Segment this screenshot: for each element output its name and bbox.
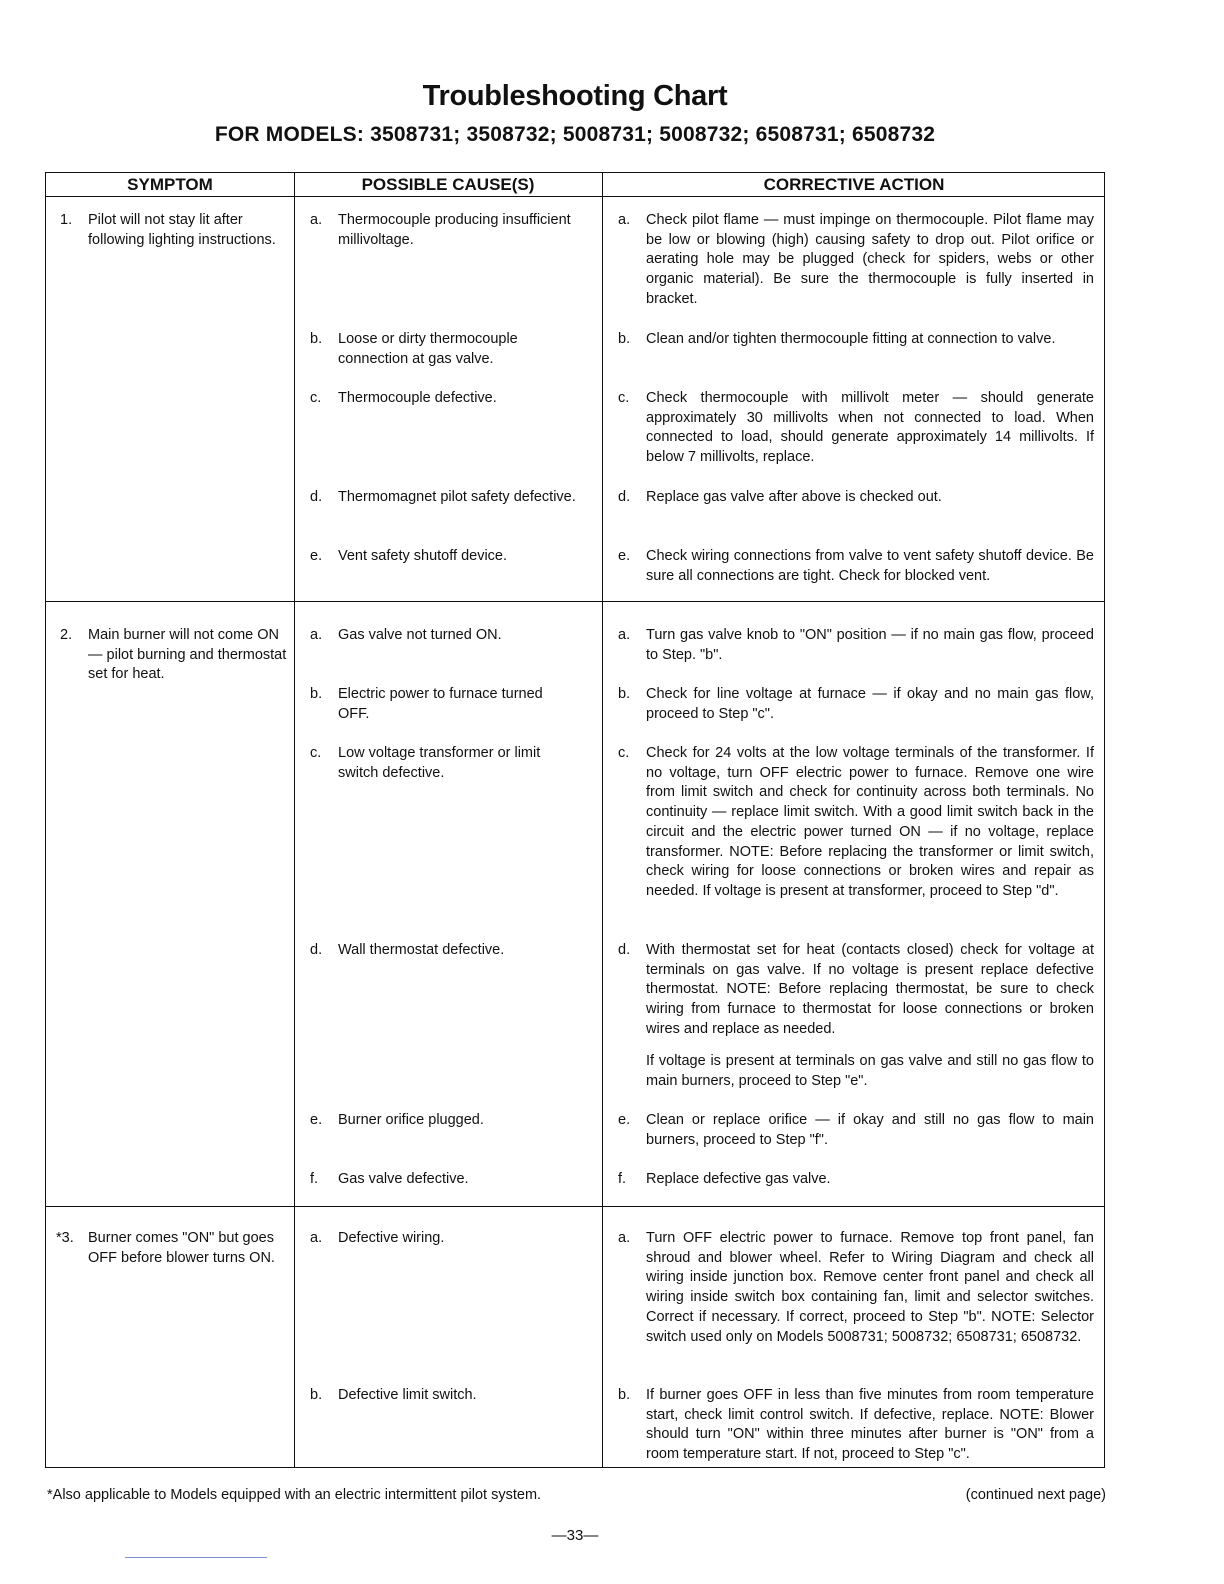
action-text: Turn gas valve knob to "ON" position — if no main gas flow, proceed to Step. "b". (646, 627, 1094, 663)
row-divider (46, 601, 1104, 602)
cause-letter: b. (310, 686, 323, 702)
cause-text: Electric power to furnace turned OFF. (338, 686, 543, 722)
header-cause: POSSIBLE CAUSE(S) (361, 175, 535, 194)
cause-letter: e. (310, 1112, 323, 1128)
action-letter: a. (618, 1230, 631, 1246)
page-number: —33— (551, 1527, 599, 1544)
cause-letter: b. (310, 1387, 323, 1403)
cause-text: Defective wiring. (338, 1230, 445, 1246)
cause-letter: a. (310, 627, 323, 643)
action-letter: d. (618, 489, 631, 505)
action-letter: a. (618, 627, 631, 643)
cause-letter: d. (310, 942, 323, 958)
action-letter: b. (618, 331, 631, 347)
cause-text: Loose or dirty thermocouple connection at gas valve. (338, 331, 518, 367)
cause-letter: b. (310, 331, 323, 347)
action-letter: d. (618, 942, 631, 958)
action-letter: c. (618, 390, 630, 406)
action-letter: b. (618, 686, 631, 702)
action-text: Clean or replace orifice — if okay and still no gas flow to main burners, proceed to Step "f". (646, 1112, 1094, 1148)
troubleshooting-table (45, 172, 1105, 1468)
cause-letter: d. (310, 489, 323, 505)
header-divider (46, 196, 1104, 197)
cause-letter: c. (310, 390, 322, 406)
page-title: Troubleshooting Chart (422, 80, 728, 112)
column-divider (602, 173, 603, 1467)
action-text: With thermostat set for heat (contacts closed) check for voltage at terminals on gas valve. If no voltage is present replace defective thermostat. NOTE: Before replacing thermostat, be sure to check wiring from furnace to thermostat for loose connections or broken wires and replace as needed. (646, 942, 1094, 1037)
action-letter: e. (618, 1112, 631, 1128)
cause-text: Vent safety shutoff device. (338, 548, 508, 564)
models-subtitle: FOR MODELS: 3508731; 3508732; 5008731; 5008732; 6508731; 6508732 (214, 123, 936, 146)
action-text: Turn OFF electric power to furnace. Remove top front panel, fan shroud and blower wheel. Refer to Wiring Diagram and check all wiring inside junction box. Remove center front panel and check all wiring inside switch box containing fan, limit and selector switches. Correct if necessary. If correct, proceed to Step "b". NOTE: Selector switch used only on Models 5008731; 5008732; 6508731; 6508732. (646, 1230, 1094, 1345)
symptom-text: Pilot will not stay lit after following lighting instructions. (88, 212, 276, 248)
cause-text: Thermocouple defective. (338, 390, 497, 406)
cause-text: Gas valve not turned ON. (338, 627, 502, 643)
action-text: Check for line voltage at furnace — if okay and no main gas flow, proceed to Step "c". (646, 686, 1094, 722)
cause-letter: f. (310, 1171, 319, 1187)
symptom-number: *3. (56, 1230, 74, 1246)
cause-text: Low voltage transformer or limit switch defective. (338, 745, 541, 781)
action-text: Replace defective gas valve. (646, 1171, 831, 1187)
action-text: Check wiring connections from valve to vent safety shutoff device. Be sure all connections are tight. Check for blocked vent. (646, 548, 1094, 584)
cause-letter: c. (310, 745, 322, 761)
cause-letter: a. (310, 212, 323, 228)
column-divider (294, 173, 295, 1467)
symptom-number: 2. (60, 627, 73, 643)
cause-letter: a. (310, 1230, 323, 1246)
cause-text: Defective limit switch. (338, 1387, 477, 1403)
action-text: Check for 24 volts at the low voltage terminals of the transformer. If no voltage, turn OFF electric power to furnace. Remove one wire from limit switch and check for continuity across both terminals. No continuity — replace limit switch. With a good limit switch back in the circuit and the electric power turned ON — if no voltage, replace transformer. NOTE: Before replacing the transformer or limit switch, check wiring for loose connections or broken wires and repair as needed. If voltage is present at transformer, proceed to Step "d". (646, 745, 1094, 899)
cause-text: Wall thermostat defective. (338, 942, 505, 958)
action-text: Check pilot flame — must impinge on thermocouple. Pilot flame may be low or blowing (high) causing safety to drop out. Pilot orifice or aerating hole may be plugged (check for spiders, webs or other organic material). Be sure the thermocouple is fully inserted in bracket. (646, 212, 1094, 307)
header-action: CORRECTIVE ACTION (763, 175, 945, 194)
cause-text: Burner orifice plugged. (338, 1112, 484, 1128)
action-letter: a. (618, 212, 631, 228)
action-text: Clean and/or tighten thermocouple fitting at connection to valve. (646, 331, 1056, 347)
action-letter: f. (618, 1171, 627, 1187)
action-letter: e. (618, 548, 631, 564)
cause-text: Gas valve defective. (338, 1171, 469, 1187)
action-text: Replace gas valve after above is checked out. (646, 489, 942, 505)
cause-text: Thermocouple producing insufficient millivoltage. (338, 212, 571, 248)
scan-artifact-line (125, 1557, 267, 1558)
action-letter: b. (618, 1387, 631, 1403)
row-divider (46, 1206, 1104, 1207)
symptom-text: Main burner will not come ON — pilot burning and thermostat set for heat. (88, 627, 287, 683)
header-symptom: SYMPTOM (127, 175, 213, 194)
symptom-text: Burner comes "ON" but goes OFF before blower turns ON. (88, 1230, 275, 1266)
action-letter: c. (618, 745, 630, 761)
symptom-number: 1. (60, 212, 73, 228)
action-text: Check thermocouple with millivolt meter — should generate approximately 30 millivolts when not connected to load. When connected to load, should generate approximately 14 millivolts. If below 7 millivolts, replace. (646, 390, 1094, 466)
footnote: *Also applicable to Models equipped with an electric intermittent pilot system. (47, 1487, 542, 1503)
action-text-continued: If voltage is present at terminals on gas valve and still no gas flow to main burners, proceed to Step "e". (646, 1053, 1094, 1089)
continued-note: (continued next page) (965, 1487, 1106, 1503)
action-text: If burner goes OFF in less than five minutes from room temperature start, check limit control switch. If defective, replace. NOTE: Blower should turn "ON" within three minutes after burner is "ON" from a room temperature start. If not, proceed to Step "c". (646, 1387, 1094, 1463)
cause-letter: e. (310, 548, 323, 564)
cause-text: Thermomagnet pilot safety defective. (338, 489, 576, 505)
